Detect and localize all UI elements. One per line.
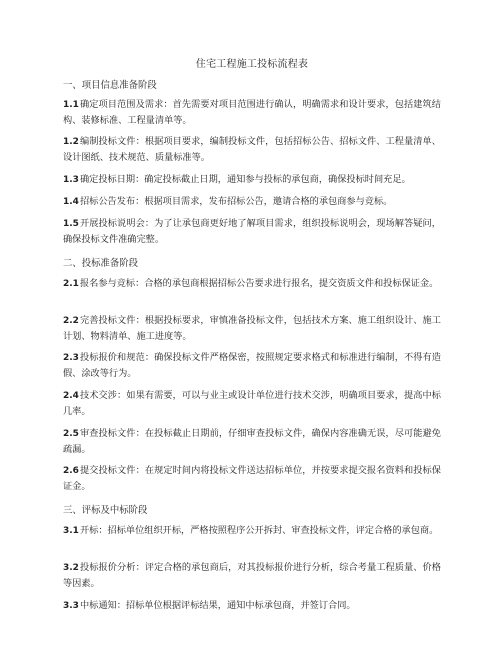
item-text: 中标通知：招标单位根据评标结果，通知中标承包商，并签订合同。: [79, 600, 356, 611]
item-number: 1.3: [63, 175, 79, 185]
list-item: [63, 313, 441, 345]
list-item: [63, 388, 441, 420]
list-item: [63, 97, 441, 129]
item-number: 1.2: [63, 137, 79, 147]
item-number: 2.1: [63, 279, 79, 289]
list-item: [63, 172, 441, 188]
item-text: 提交投标文件：在规定时间内将投标文件送达招标单位，并按要求提交报名资料和投标保证金。: [63, 465, 441, 492]
item-text: 开展投标说明会：为了让承包商更好地了解项目需求，组织投标说明会，现场解答疑问，确保投标文件准确完整。: [63, 218, 441, 245]
item-number: 1.5: [63, 219, 79, 229]
section-heading: 一、项目信息准备阶段: [63, 80, 157, 91]
item-number: 3.2: [63, 563, 79, 573]
section-heading: 三、评标及中标阶段: [63, 505, 148, 516]
item-number: 3.3: [63, 601, 79, 611]
item-text: 报名参与竞标：合格的承包商根据招标公告要求进行报名，提交资质文件和投标保证金。: [79, 278, 439, 289]
item-text: 投标报价和规范：确保投标文件严格保密，按照规定要求格式和标准进行编制，不得有造假、涂改等行为。: [63, 352, 441, 379]
list-item: [63, 523, 441, 539]
list-item: [63, 276, 441, 292]
list-item: [63, 560, 441, 592]
item-text: 编制投标文件：根据项目要求，编制投标文件，包括招标公告、招标文件、工程量清单、设计图纸、技术规范、质量标准等。: [63, 136, 441, 163]
list-item: [63, 426, 441, 458]
list-item: [63, 216, 441, 248]
item-text: 审查投标文件：在投标截止日期前，仔细审查投标文件，确保内容准确无误，尽可能避免疏漏。: [63, 428, 441, 455]
item-text: 确定投标日期：确定投标截止日期，通知参与投标的承包商，确保投标时间充足。: [79, 174, 411, 185]
item-text: 技术交涉：如果有需要，可以与业主或设计单位进行技术交涉，明确项目要求，提高中标几率。: [63, 390, 441, 417]
item-number: 2.3: [63, 353, 79, 363]
item-text: 确定项目范围及需求：首先需要对项目范围进行确认，明确需求和设计要求，包括建筑结构、装修标准、工程量清单等。: [63, 99, 441, 126]
item-text: 招标公告发布：根据项目需求，发布招标公告，邀请合格的承包商参与竞标。: [79, 196, 393, 207]
item-number: 2.4: [63, 391, 79, 401]
item-number: 1.4: [63, 197, 79, 207]
item-text: 投标报价分析：评定合格的承包商后，对其投标报价进行分析，综合考量工程质量、价格等因素。: [63, 562, 441, 589]
item-number: 2.2: [63, 316, 79, 326]
item-number: 1.1: [63, 100, 79, 110]
list-item: [63, 194, 441, 210]
item-number: 2.5: [63, 429, 79, 439]
item-number: 3.1: [63, 526, 79, 536]
list-item: [63, 134, 441, 166]
list-item: [63, 463, 441, 495]
list-item: [63, 350, 441, 382]
document-title: 住宅工程施工投标流程表: [195, 59, 309, 70]
list-item: [63, 598, 441, 614]
item-number: 2.6: [63, 466, 79, 476]
item-text: 完善投标文件：根据投标要求，审慎准备投标文件，包括技术方案、施工组织设计、施工计划、物料清单、施工进度等。: [63, 315, 441, 342]
section-heading: 二、投标准备阶段: [63, 258, 139, 269]
item-text: 开标：招标单位组织开标，严格按照程序公开拆封、审查投标文件，评定合格的承包商。: [79, 525, 439, 536]
